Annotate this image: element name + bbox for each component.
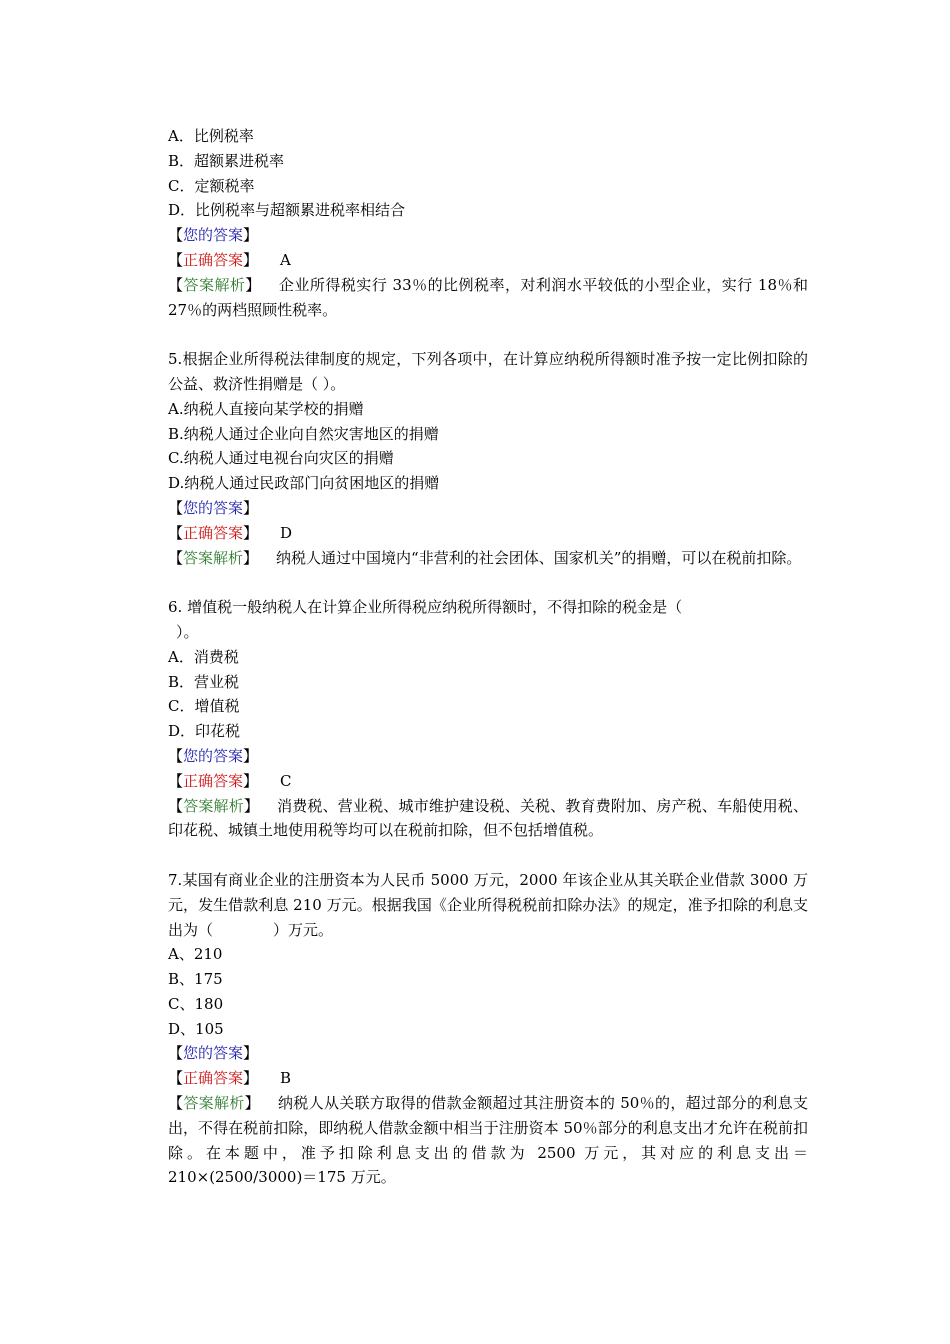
question-7 bbox=[168, 868, 808, 1190]
your-answer-label: 您的答案 bbox=[183, 498, 244, 517]
explanation-text: 纳税人通过中国境内“非营利的社会团体、国家机关”的捐赠，可以在税前扣除。 bbox=[276, 548, 802, 567]
correct-answer-row: 【正确答案】 A bbox=[168, 250, 291, 269]
explanation-text: 企业所得税实行 33％的比例税率，对利润水平较低的小型企业，实行 18％和 27％的两档照顾性税率。 bbox=[168, 275, 808, 319]
option-d: D、105 bbox=[168, 1019, 224, 1038]
option-c: C．定额税率 bbox=[168, 176, 255, 195]
question-5 bbox=[168, 347, 808, 570]
option-b: B．营业税 bbox=[168, 672, 240, 691]
explanation-label: 答案解析 bbox=[183, 275, 246, 294]
option-a: A．比例税率 bbox=[168, 127, 254, 145]
question-stem: 6. 增值税一般纳税人在计算企业所得税应纳税所得额时，不得扣除的税金是（ bbox=[168, 598, 683, 617]
correct-answer-value: D bbox=[280, 523, 293, 542]
explanation-row: 【答案解析】 纳税人从关联方取得的借款金额超过其注册资本的 50％的，超过部分的利息支出，不得在税前扣除，即纳税人借款金额中相当于注册资本 50％部分的利息支出才允许在税前扣除。在本题中，准予扣除利息支出的借款为 2500 万元，其对应的利息支出＝210×(2500/3000)＝175 万元。 bbox=[168, 1094, 808, 1187]
correct-answer-label: 正确答案 bbox=[183, 1069, 244, 1088]
question-stem: 7.某国有商业企业的注册资本为人民币 5000 万元，2000 年该企业从其关联企业借款 3000 万元，发生借款利息 210 万元。根据我国《企业所得税税前扣除办法》的规定，准予扣除的利息支出为（ ）万元。 bbox=[168, 870, 808, 939]
option-b: B、175 bbox=[168, 970, 223, 989]
option-a: A、210 bbox=[168, 945, 223, 964]
correct-answer-row: 【正确答案】 B bbox=[168, 1069, 292, 1088]
explanation-label: 答案解析 bbox=[183, 1094, 245, 1113]
your-answer-row: 【您的答案】 bbox=[168, 498, 259, 517]
document-page bbox=[168, 124, 808, 1190]
correct-answer-label: 正确答案 bbox=[183, 771, 244, 790]
explanation-text: 消费税、营业税、城市维护建设税、关税、教育费附加、房产税、车船使用税、印花税、城镇土地使用税等均可以在税前扣除，但不包括增值税。 bbox=[168, 796, 808, 840]
explanation-row: 【答案解析】 消费税、营业税、城市维护建设税、关税、教育费附加、房产税、车船使用税、印花税、城镇土地使用税等均可以在税前扣除，但不包括增值税。 bbox=[168, 796, 808, 840]
option-c: C、180 bbox=[168, 994, 224, 1013]
correct-answer-label: 正确答案 bbox=[183, 523, 244, 542]
option-a: A．消费税 bbox=[168, 647, 239, 666]
option-c: C.纳税人通过电视台向灾区的捐赠 bbox=[168, 449, 394, 468]
correct-answer-value: A bbox=[280, 250, 291, 269]
correct-answer-value: B bbox=[280, 1069, 292, 1088]
option-d: D．印花税 bbox=[168, 722, 241, 741]
option-b: B．超额累进税率 bbox=[168, 151, 285, 170]
correct-answer-value: C bbox=[280, 771, 292, 790]
your-answer-label: 您的答案 bbox=[183, 226, 244, 245]
your-answer-row: 【您的答案】 bbox=[168, 746, 259, 765]
your-answer-row: 【您的答案】 bbox=[168, 226, 259, 245]
option-c: C．增值税 bbox=[168, 697, 240, 716]
question-stem: 5.根据企业所得税法律制度的规定，下列各项中，在计算应纳税所得额时准予按一定比例扣除的公益、救济性捐赠是（ ）。 bbox=[168, 350, 808, 393]
your-answer-row: 【您的答案】 bbox=[168, 1044, 259, 1063]
explanation-label: 答案解析 bbox=[183, 796, 244, 815]
correct-answer-row: 【正确答案】 D bbox=[168, 523, 293, 542]
explanation-row: 【答案解析】 企业所得税实行 33％的比例税率，对利润水平较低的小型企业，实行 18％和 27％的两档照顾性税率。 bbox=[168, 275, 808, 319]
explanation-text: 纳税人从关联方取得的借款金额超过其注册资本的 50％的，超过部分的利息支出，不得在税前扣除，即纳税人借款金额中相当于注册资本 50％部分的利息支出才允许在税前扣除。在本题中，准予扣除利息支出的借款为 2500 万元，其对应的利息支出＝210×(2500/3000)＝175 万元。 bbox=[168, 1094, 808, 1187]
option-b: B.纳税人通过企业向自然灾害地区的捐赠 bbox=[168, 424, 439, 443]
question-6 bbox=[168, 595, 808, 843]
explanation-row: 【答案解析】 纳税人通过中国境内“非营利的社会团体、国家机关”的捐赠，可以在税前扣除。 bbox=[168, 548, 802, 567]
option-a: A.纳税人直接向某学校的捐赠 bbox=[168, 399, 364, 418]
correct-answer-label: 正确答案 bbox=[183, 250, 244, 269]
option-d: D．比例税率与超额累进税率相结合 bbox=[168, 201, 406, 220]
your-answer-label: 您的答案 bbox=[183, 1044, 244, 1063]
correct-answer-row: 【正确答案】 C bbox=[168, 771, 292, 790]
question-stem-cont: ）。 bbox=[176, 622, 199, 641]
your-answer-label: 您的答案 bbox=[183, 746, 244, 765]
explanation-label: 答案解析 bbox=[183, 548, 244, 567]
option-d: D.纳税人通过民政部门向贫困地区的捐赠 bbox=[168, 474, 440, 493]
question-4 bbox=[168, 124, 808, 322]
